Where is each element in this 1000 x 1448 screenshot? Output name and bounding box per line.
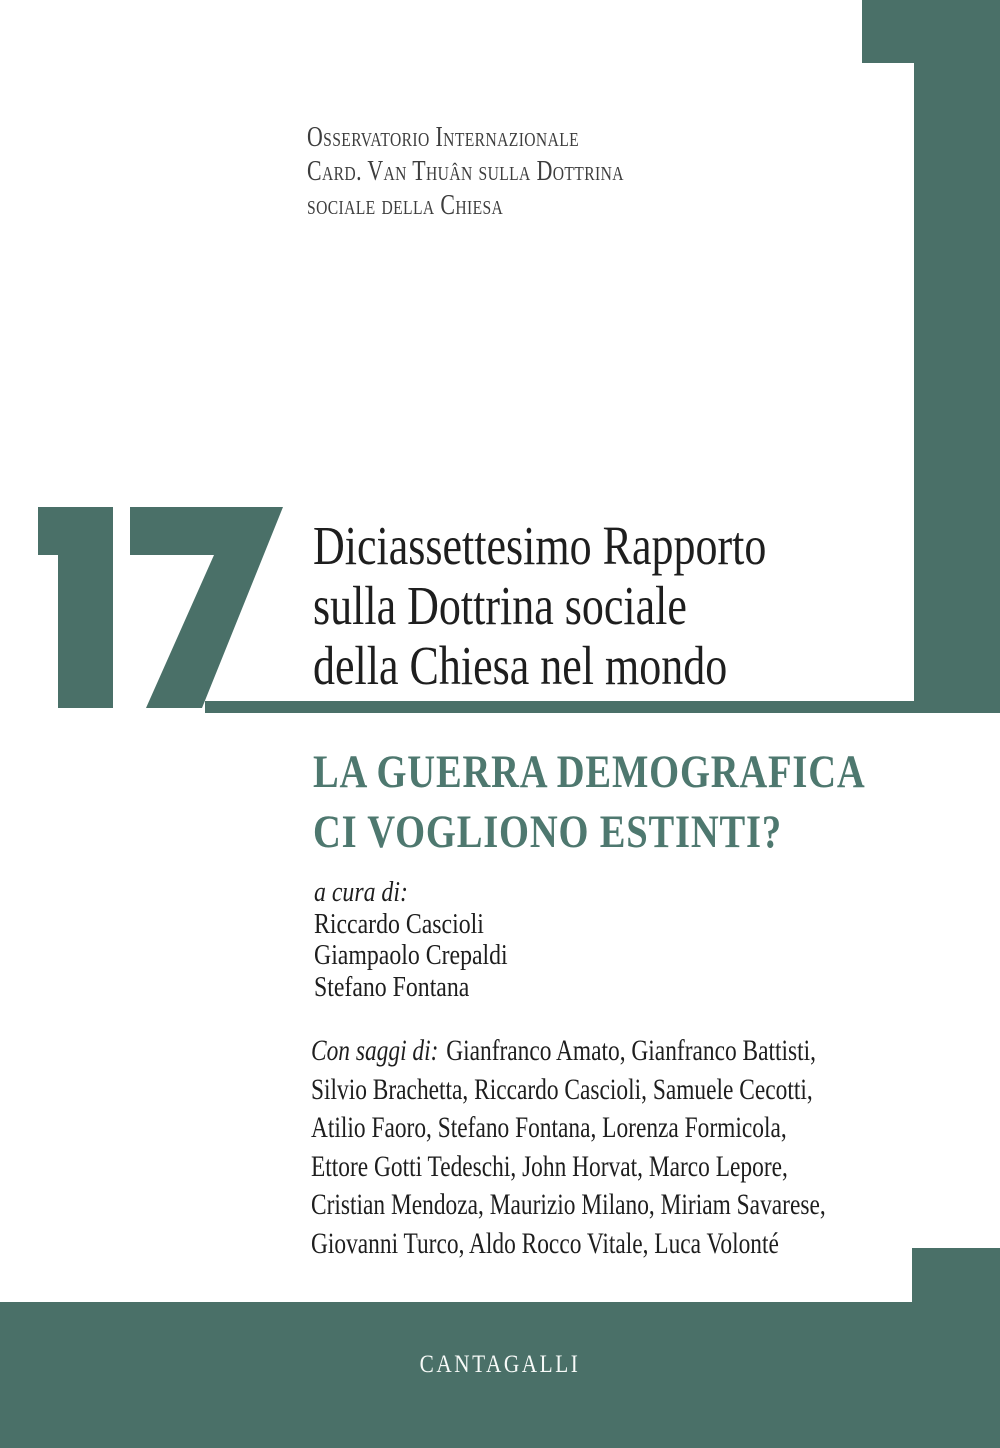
right-vertical-bar [914,0,1000,713]
essayist-names: Atilio Faoro, Stefano Fontana, Lorenza Formicola, [311,1111,787,1145]
essayist-names: Cristian Mendoza, Maurizio Milano, Miriam Savarese, [311,1188,826,1222]
book-title [313,516,766,696]
essayist-names: Gianfranco Amato, Gianfranco Battisti, [446,1034,816,1067]
publisher-heading [307,121,624,223]
publisher-heading-line: sociale della Chiesa [307,190,504,221]
publisher-imprint: CANTAGALLI [419,1351,581,1378]
edition-numeral-17 [38,507,283,708]
essayists-label: Con saggi di: [311,1034,439,1067]
editor-name: Giampaolo Crepaldi [314,940,508,971]
essayist-names: Giovanni Turco, Aldo Rocco Vitale, Luca Volonté [311,1226,779,1260]
essayists-section [311,1032,826,1264]
book-subtitle-line: LA GUERRA DEMOGRAFICA [313,746,866,798]
book-title-line: Diciassettesimo Rapporto [313,515,767,576]
essayist-names: Silvio Brachetta, Riccardo Cascioli, Samuele Cecotti, [311,1072,813,1106]
editor-name: Riccardo Cascioli [314,908,484,940]
bottom-right-notch [912,1248,1000,1302]
book-subtitle-line: CI VOGLIONO ESTINTI? [313,806,782,858]
title-rule [205,701,1000,713]
numeral-1-shape [38,507,113,708]
editors-section [314,877,508,1003]
numeral-7-shape [130,507,283,708]
publisher-heading-line: Card. Van Thuân sulla Dottrina [307,156,624,187]
essayists-line [311,1032,826,1071]
book-title-line: della Chiesa nel mondo [313,635,728,696]
publisher-heading-line: Osservatorio Internazionale [307,122,580,153]
book-title-line: sulla Dottrina sociale [313,575,687,636]
editor-name: Stefano Fontana [314,971,470,1003]
essayist-names: Ettore Gotti Tedeschi, John Horvat, Marco Lepore, [311,1149,788,1183]
book-subtitle [313,742,866,862]
editors-label: a cura di: [314,877,408,908]
